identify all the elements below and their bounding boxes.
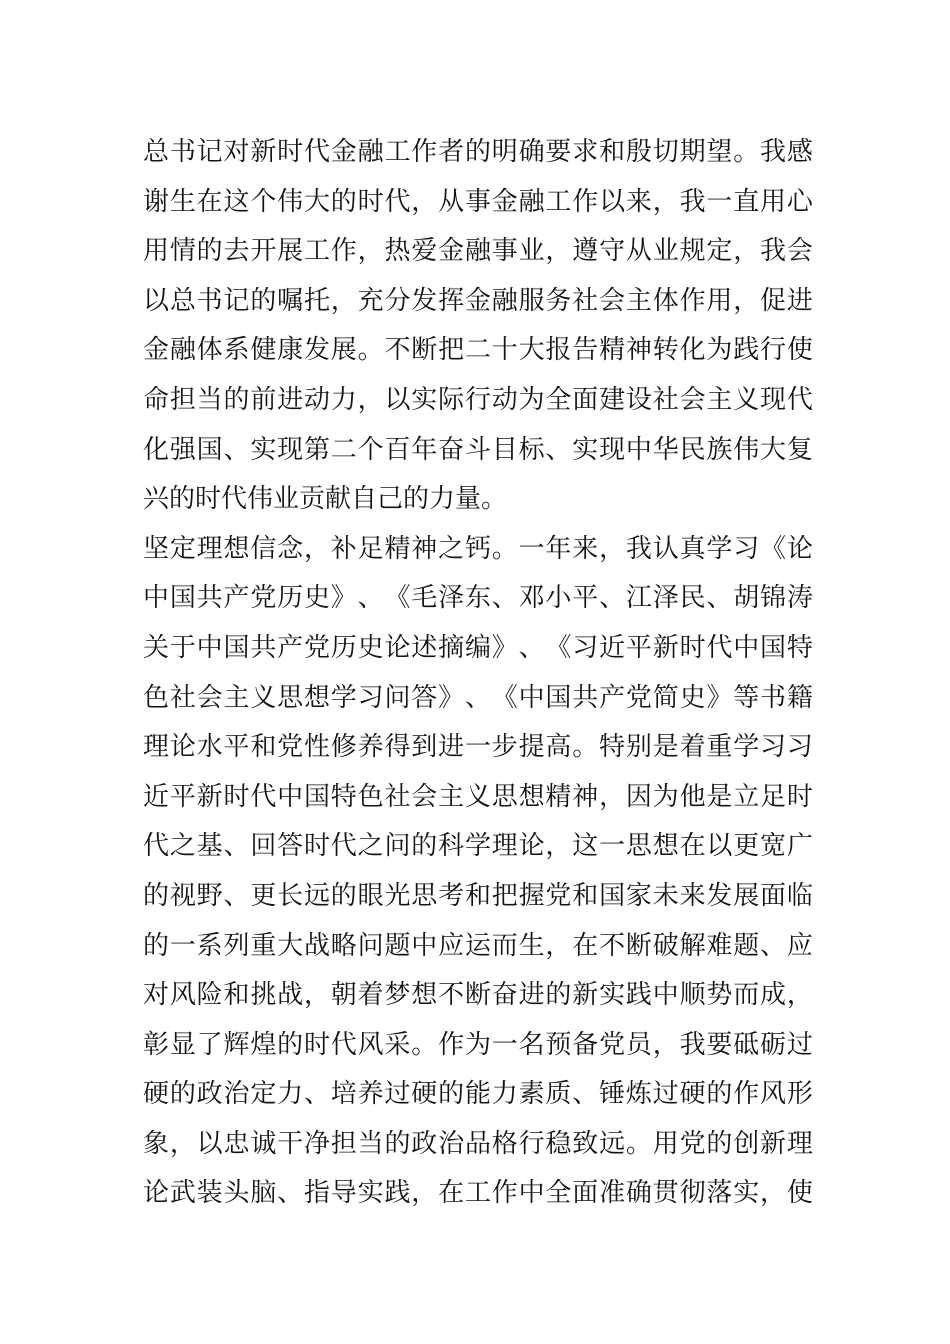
text-line: 的 一 系 列 重 大 战 略 问 题 中 应 运 而 生 ， 在 不 断 破 解 难 题 、 应 bbox=[143, 930, 813, 961]
text-line: 化 强 国 、 实 现 第 二 个 百 年 奋 斗 目 标 、 实 现 中 华 民 族 伟 大 复 bbox=[143, 434, 813, 465]
text-line: 命 担 当 的 前 进 动 力 ， 以 实 际 行 动 为 全 面 建 设 社 会 主 义 现 代 bbox=[143, 384, 813, 415]
text-line: 关 于 中 国 共 产 党 历 史 论 述 摘 编 》 、 《 习 近 平 新 时 代 中 国 特 bbox=[143, 632, 813, 663]
text-line: 的 视 野 、 更 长 远 的 眼 光 思 考 和 把 握 党 和 国 家 未 来 发 展 面 临 bbox=[143, 880, 813, 911]
text-line: 彰 显 了 辉 煌 的 时 代 风 采 。 作 为 一 名 预 备 党 员 ， 我 要 砥 砺 过 bbox=[143, 1029, 813, 1060]
text-line: 色 社 会 主 义 思 想 学 习 问 答 》 、 《 中 国 共 产 党 简 史 》 等 书 籍 bbox=[143, 682, 813, 713]
text-line: 近 平 新 时 代 中 国 特 色 社 会 主 义 思 想 精 神 ， 因 为 他 是 立 足 时 bbox=[143, 781, 813, 812]
text-line: 硬 的 政 治 定 力 、 培 养 过 硬 的 能 力 素 质 、 锤 炼 过 硬 的 作 风 形 bbox=[143, 1079, 813, 1110]
text-line: 兴的时代伟业贡献自己的力量。 bbox=[143, 484, 508, 515]
text-line: 论 武 装 头 脑 、 指 导 实 践 ， 在 工 作 中 全 面 准 确 贯 彻 落 实 ， 使 bbox=[143, 1178, 813, 1209]
text-line: 象 ， 以 忠 诚 干 净 担 当 的 政 治 品 格 行 稳 致 远 。 用 党 的 创 新 理 bbox=[143, 1128, 813, 1159]
text-line: 中 国 共 产 党 历 史 》 、 《 毛 泽 东 、 邓 小 平 、 江 泽 民 、 胡 锦 涛 bbox=[143, 583, 813, 614]
text-line: 总 书 记 对 新 时 代 金 融 工 作 者 的 明 确 要 求 和 殷 切 期 望 。 我 感 bbox=[143, 137, 813, 167]
text-line: 谢 生 在 这 个 伟 大 的 时 代 ， 从 事 金 融 工 作 以 来 ， 我 一 直 用 心 bbox=[143, 186, 813, 217]
text-line: 金 融 体 系 健 康 发 展 。 不 断 把 二 十 大 报 告 精 神 转 化 为 践 行 使 bbox=[143, 335, 813, 366]
text-line: 坚 定 理 想 信 念 ， 补 足 精 神 之 钙 。 一 年 来 ， 我 认 真 学 习 《 论 bbox=[143, 533, 813, 564]
text-line: 以 总 书 记 的 嘱 托 ， 充 分 发 挥 金 融 服 务 社 会 主 体 作 用 ， 促 进 bbox=[143, 285, 813, 316]
text-line: 代 之 基 、 回 答 时 代 之 问 的 科 学 理 论 ， 这 一 思 想 在 以 更 宽 广 bbox=[143, 831, 813, 862]
body-text bbox=[143, 128, 813, 1219]
text-line: 对 风 险 和 挑 战 ， 朝 着 梦 想 不 断 奋 进 的 新 实 践 中 顺 势 而 成 ， bbox=[143, 980, 813, 1011]
text-line: 理 论 水 平 和 党 性 修 养 得 到 进 一 步 提 高 。 特 别 是 着 重 学 习 习 bbox=[143, 732, 813, 763]
text-line: 用 情 的 去 开 展 工 作 ， 热 爱 金 融 事 业 ， 遵 守 从 业 规 定 ， 我 会 bbox=[143, 236, 813, 267]
